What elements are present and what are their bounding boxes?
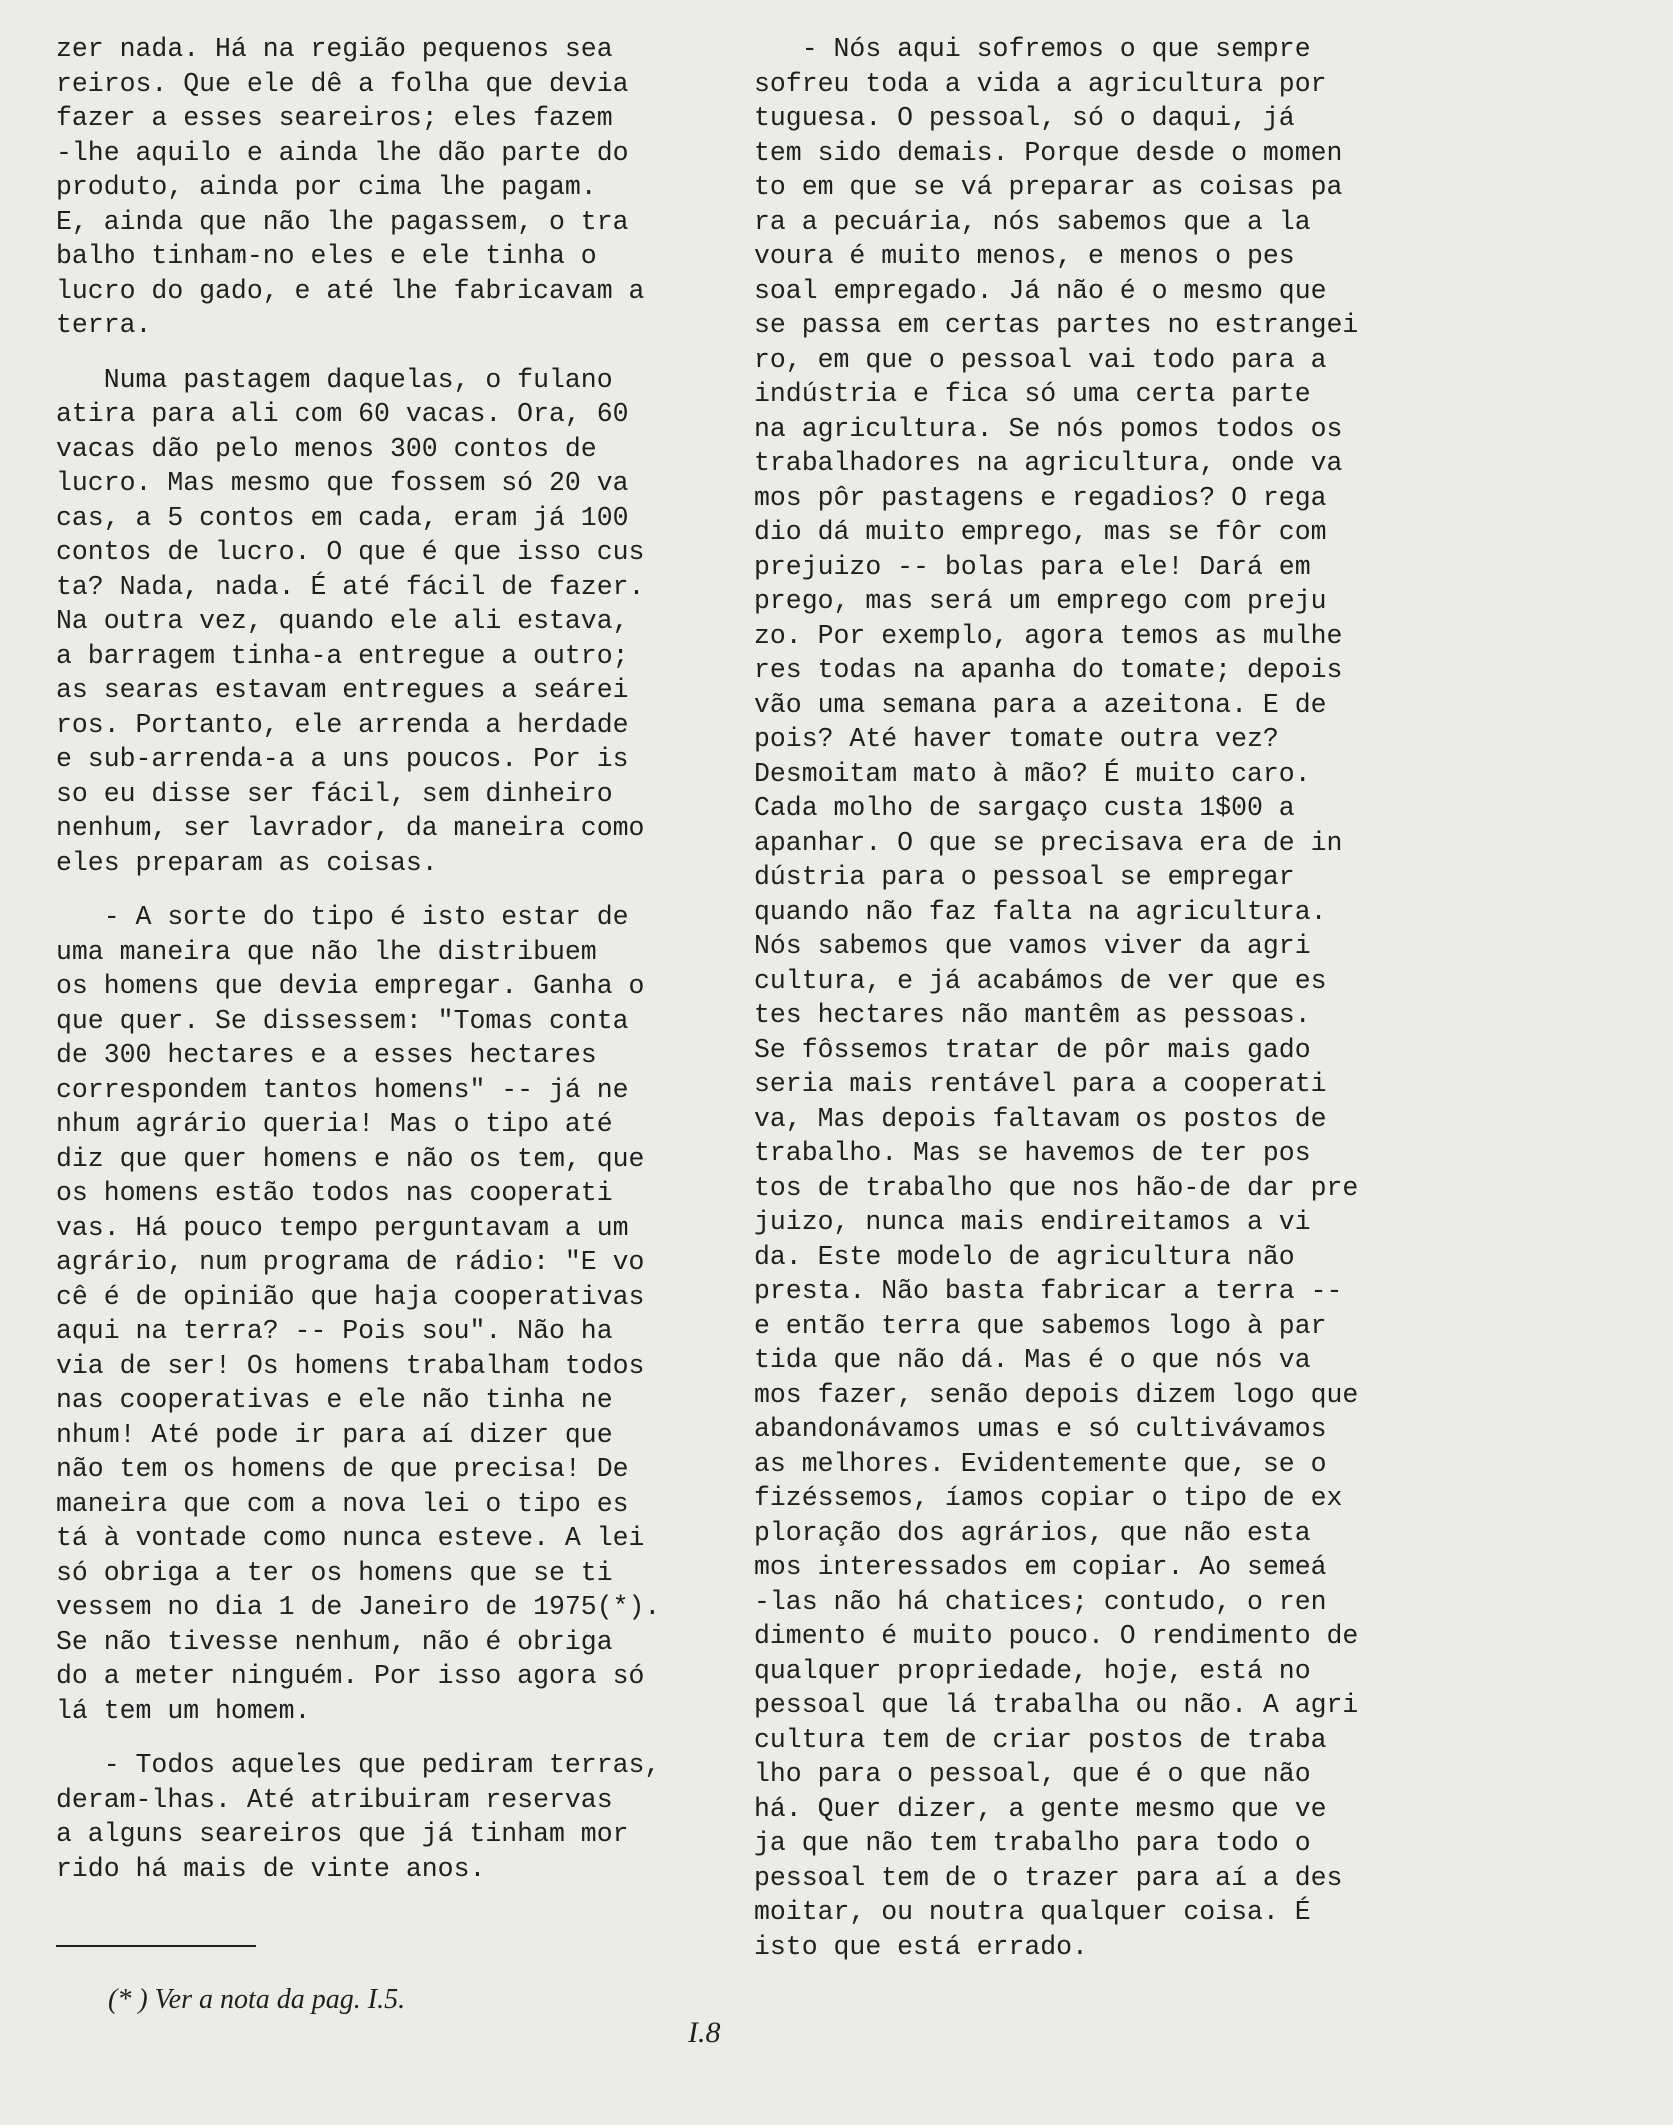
text-line: zer nada. Há na região pequenos sea [56,34,613,64]
text-line: nhum agrário queria! Mas o tipo até [56,1109,613,1139]
text-line: Numa pastagem daquelas, o fulano [56,364,613,395]
text-line: via de ser! Os homens trabalham todos [56,1350,645,1381]
text-line: so eu disse ser fácil, sem dinheiro [56,778,613,809]
text-line: mos pôr pastagens e regadios? O rega [754,482,1327,513]
text-line: uma maneira que não lhe distribuem [56,936,597,967]
text-line: e então terra que sabemos logo à par [754,1310,1327,1341]
text-line: diz que quer homens e não os tem, que [56,1143,645,1174]
text-line: dústria para o pessoal se empregar [754,862,1295,892]
text-line: eles preparam as coisas. [56,847,438,878]
text-line: - Nós aqui sofremos o que sempre [754,34,1311,64]
paragraph [56,363,696,881]
text-line: mos interessados em copiar. Ao semeá [754,1552,1327,1582]
text-line: res todas na apanha do tomate; depois [754,655,1343,685]
text-line: as searas estavam entregues a seárei [56,675,629,705]
text-line: rido há mais de vinte anos. [56,1853,486,1884]
text-line: ta? Nada, nada. É até fácil de fazer. [56,571,645,602]
text-line: de 300 hectares e a esses hectares [56,1040,597,1070]
page-number: I.8 [688,2016,721,2049]
text-line: aqui na terra? -- Pois sou". Não ha [56,1316,613,1346]
text-line: seria mais rentável para a cooperati [754,1069,1327,1099]
text-line: quando não faz falta na agricultura. [754,896,1327,927]
text-line: nas cooperativas e ele não tinha ne [56,1385,613,1415]
text-line: do a meter ninguém. Por isso agora só [56,1661,645,1691]
text-line: ja que não tem trabalho para todo o [754,1828,1311,1858]
text-line: tá à vontade como nunca esteve. A lei [56,1523,645,1553]
right-text-column [754,32,1394,1964]
text-line: as melhores. Evidentemente que, se o [754,1448,1327,1479]
text-line: deram-lhas. Até atribuiram reservas [56,1784,613,1815]
text-line: voura é muito menos, e menos o pes [754,241,1295,271]
paragraph [56,900,696,1728]
text-line: soal empregado. Já não é o mesmo que [754,275,1327,306]
text-line: Se não tivesse nenhum, não é obriga [56,1626,613,1657]
text-line: - Todos aqueles que pediram terras, [56,1750,661,1780]
text-line: apanhar. O que se precisava era de in [754,827,1343,858]
text-line: fizéssemos, íamos copiar o tipo de ex [754,1483,1343,1513]
text-line: Na outra vez, quando ele ali estava, [56,606,629,636]
paragraph [56,1748,696,1886]
paragraph [754,32,1394,1964]
text-line: vacas dão pelo menos 300 contos de [56,433,597,464]
text-line: Nós sabemos que vamos viver da agri [754,931,1311,961]
text-line: há. Quer dizer, a gente mesmo que ve [754,1793,1327,1824]
text-line: agrário, num programa de rádio: "E vo [56,1247,645,1277]
text-line: presta. Não basta fabricar a terra -- [754,1276,1343,1306]
text-line: maneira que com a nova lei o tipo es [56,1488,629,1519]
text-line: indústria e fica só uma certa parte [754,379,1311,409]
paragraph-gap [56,880,696,900]
text-line: -lhe aquilo e ainda lhe dão parte do [56,137,629,168]
text-line: mos fazer, senão depois dizem logo que [754,1379,1359,1410]
text-line: só obriga a ter os homens que se ti [56,1557,613,1588]
text-line: trabalho. Mas se havemos de ter pos [754,1138,1311,1168]
text-line: dio dá muito emprego, mas se fôr com [754,517,1327,547]
text-line: trabalhadores na agricultura, onde va [754,448,1343,478]
text-line: ploração dos agrários, que não esta [754,1517,1311,1548]
text-line: da. Este modelo de agricultura não [754,1241,1295,1272]
text-line: lucro. Mas mesmo que fossem só 20 va [56,468,629,498]
paragraph [56,32,696,343]
text-line: atira para ali com 60 vacas. Ora, 60 [56,399,629,429]
text-line: a alguns seareiros que já tinham mor [56,1819,629,1849]
text-line: tes hectares não mantêm as pessoas. [754,1000,1311,1030]
text-line: to em que se vá preparar as coisas pa [754,172,1343,202]
text-line: Desmoitam mato à mão? É muito caro. [754,758,1311,789]
text-line: terra. [56,310,152,340]
text-line: tem sido demais. Porque desde o momen [754,137,1343,168]
text-line: que quer. Se dissessem: "Tomas conta [56,1005,629,1036]
text-line: cultura, e já acabámos de ver que es [754,965,1327,996]
left-text-column [56,32,696,1886]
text-line: va, Mas depois faltavam os postos de [754,1103,1327,1134]
text-line: nhum! Até pode ir para aí dizer que [56,1419,613,1450]
text-line: cê é de opinião que haja cooperativas [56,1281,645,1312]
text-line: pessoal tem de o trazer para aí a des [754,1862,1343,1893]
text-line: tuguesa. O pessoal, só o daqui, já [754,103,1295,133]
text-line: os homens estão todos nas cooperati [56,1178,613,1208]
text-line: ro, em que o pessoal vai todo para a [754,344,1327,375]
footnote: (* ) Ver a nota da pag. I.5. [108,1984,406,2015]
text-line: tos de trabalho que nos hão-de dar pre [754,1172,1359,1203]
text-line: ra a pecuária, nós sabemos que a la [754,206,1311,237]
text-line: isto que está errado. [754,1931,1088,1962]
text-line: Cada molho de sargaço custa 1$00 a [754,793,1295,823]
text-line: - A sorte do tipo é isto estar de [56,902,629,932]
text-line: lucro do gado, e até lhe fabricavam a [56,275,645,306]
text-line: E, ainda que não lhe pagassem, o tra [56,206,629,237]
text-line: cas, a 5 contos em cada, eram já 100 [56,502,629,533]
text-line: fazer a esses seareiros; eles fazem [56,103,613,133]
text-line: prego, mas será um emprego com preju [754,586,1327,616]
footnote-divider [56,1945,256,1947]
text-line: ros. Portanto, ele arrenda a herdade [56,709,629,740]
text-line: moitar, ou noutra qualquer coisa. É [754,1897,1311,1927]
text-line: zo. Por exemplo, agora temos as mulhe [754,620,1343,651]
text-line: tida que não dá. Mas é o que nós va [754,1345,1311,1375]
text-line: e sub-arrenda-a a uns poucos. Por is [56,744,629,774]
text-line: -las não há chatices; contudo, o ren [754,1586,1327,1617]
text-line: na agricultura. Se nós pomos todos os [754,413,1343,444]
text-line: pessoal que lá trabalha ou não. A agri [754,1690,1359,1720]
text-line: balho tinham-no eles e ele tinha o [56,241,597,271]
text-line: cultura tem de criar postos de traba [754,1724,1327,1755]
text-line: pois? Até haver tomate outra vez? [754,724,1279,754]
text-line: lho para o pessoal, que é o que não [754,1759,1311,1789]
text-line: abandonávamos umas e só cultivávamos [754,1414,1327,1444]
text-line: dimento é muito pouco. O rendimento de [754,1621,1359,1651]
paragraph-gap [56,343,696,363]
text-line: produto, ainda por cima lhe pagam. [56,172,597,202]
text-line: não tem os homens de que precisa! De [56,1454,629,1484]
text-line: lá tem um homem. [56,1695,311,1726]
text-line: a barragem tinha-a entregue a outro; [56,640,629,671]
text-line: contos de lucro. O que é que isso cus [56,537,645,567]
text-line: os homens que devia empregar. Ganha o [56,971,645,1001]
text-line: vão uma semana para a azeitona. E de [754,689,1327,720]
text-line: juizo, nunca mais endireitamos a vi [754,1207,1311,1237]
paragraph-gap [56,1728,696,1748]
text-line: prejuizo -- bolas para ele! Dará em [754,551,1311,582]
text-line: vas. Há pouco tempo perguntavam a um [56,1212,629,1243]
text-line: reiros. Que ele dê a folha que devia [56,68,629,99]
text-line: Se fôssemos tratar de pôr mais gado [754,1034,1311,1065]
text-line: nenhum, ser lavrador, da maneira como [56,813,645,843]
text-line: correspondem tantos homens" -- já ne [56,1074,629,1105]
text-line: qualquer propriedade, hoje, está no [754,1655,1311,1686]
text-line: vessem no dia 1 de Janeiro de 1975(*). [56,1592,661,1622]
text-line: se passa em certas partes no estrangei [754,310,1359,340]
text-line: sofreu toda a vida a agricultura por [754,68,1327,99]
